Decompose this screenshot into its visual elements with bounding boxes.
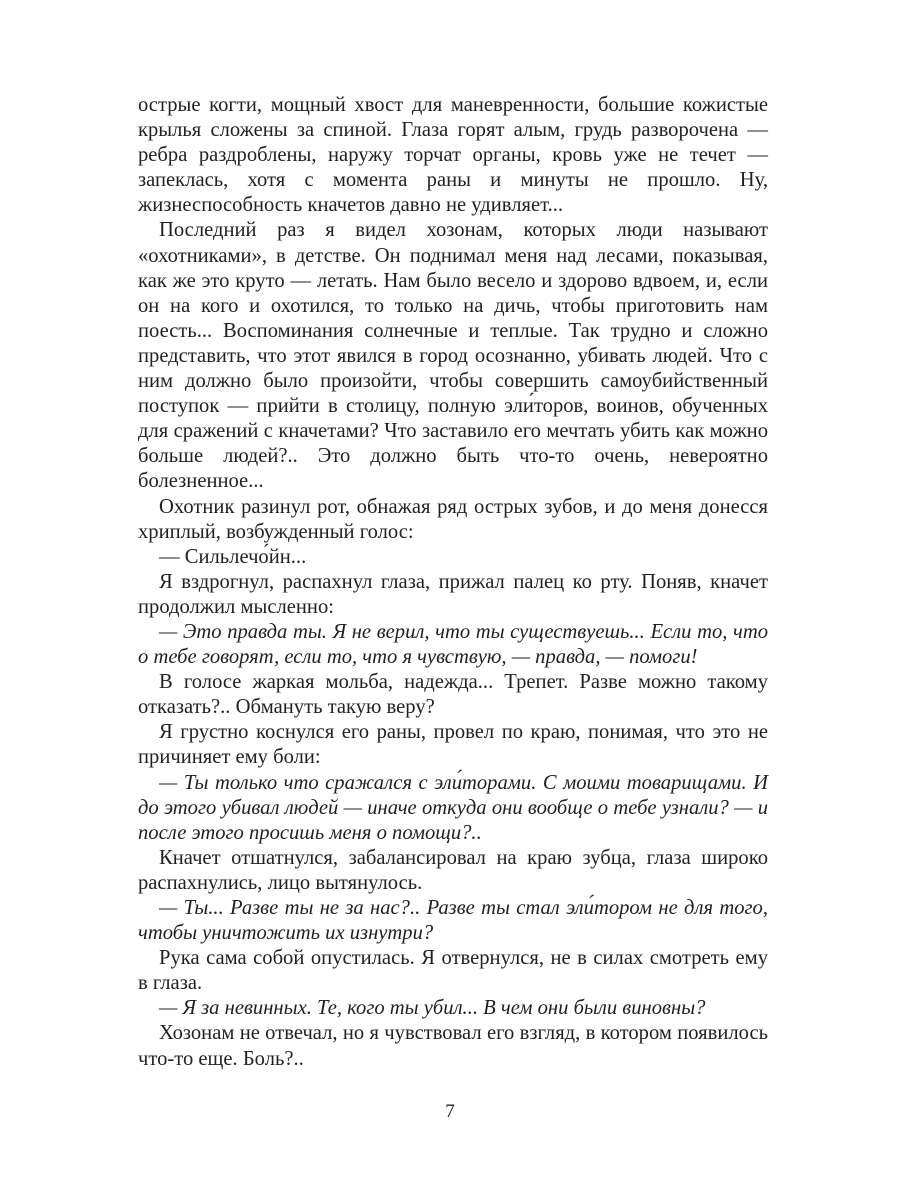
- body-text: [138, 93, 768, 1072]
- telepathic-dialogue-line: — Ты... Разве ты не за нас?.. Разве ты стал эли́тором не для того, чтобы уничтожить их изнутри?: [138, 897, 768, 945]
- dialogue-line: — Сильлечо́йн...: [159, 545, 307, 568]
- paragraph: Охотник разинул рот, обнажая ряд острых зубов, и до меня донесся хриплый, возбужденный голос:: [138, 495, 768, 543]
- paragraph: Я грустно коснулся его раны, провел по краю, понимая, что это не причиняет ему боли:: [138, 721, 768, 769]
- paragraph: Хозонам не отвечал, но я чувствовал его взгляд, в котором появилось что-то еще. Боль?..: [138, 1022, 768, 1070]
- paragraph: Рука сама собой опустилась. Я отвернулся, не в силах смотреть ему в глаза.: [138, 947, 768, 995]
- page-number: 7: [445, 1101, 455, 1122]
- telepathic-dialogue-line: — Я за невинных. Те, кого ты убил... В чем они были виновны?: [159, 997, 706, 1020]
- paragraph: Кначет отшатнулся, забалансировал на краю зубца, глаза широко распахнулись, лицо вытянулось.: [138, 846, 768, 894]
- telepathic-dialogue-line: — Ты только что сражался с эли́торами. С моими товарищами. И до этого убивал людей — иначе откуда они вообще о тебе узнали? — и после этого просишь меня о помощи?..: [138, 771, 768, 844]
- paragraph: В голосе жаркая мольба, надежда... Трепет. Разве можно такому отказать?.. Обмануть такую веру?: [138, 671, 768, 719]
- paragraph: Последний раз я видел хозонам, которых люди называют «охотниками», в детстве. Он поднимал меня над лесами, показывая, как же это круто — летать. Нам было весело и здорово вдвоем, и, если он на кого и охотился, то только на дичь, чтобы приготовить нам поесть... Воспоминания солнечные и теплые. Так трудно и сложно представить, что этот явился в город осознанно, убивать людей. Что с ним должно было произойти, чтобы совершить самоубийственный поступок — прийти в столицу, полную эли́торов, воинов, обученных для сражений с кначетами? Что заставило его мечтать убить как можно больше людей?.. Это должно быть что-то очень, невероятно болезненное...: [138, 219, 768, 493]
- paragraph: Я вздрогнул, распахнул глаза, прижал палец ко рту. Поняв, кначет продолжил мысленно:: [138, 570, 768, 618]
- telepathic-dialogue-line: — Это правда ты. Я не верил, что ты существуешь... Если то, что о тебе говорят, если то, что я чувствую, — правда, — помоги!: [138, 620, 768, 669]
- paragraph: острые когти, мощный хвост для маневренности, большие кожистые крылья сложены за спиной. Глаза горят алым, грудь разворочена — ребра раздроблены, наружу торчат органы, кровь уже не течет — запеклась, хотя с момента раны и минуты не прошло. Ну, жизнеспособность кначетов давно не удивляет...: [138, 94, 768, 217]
